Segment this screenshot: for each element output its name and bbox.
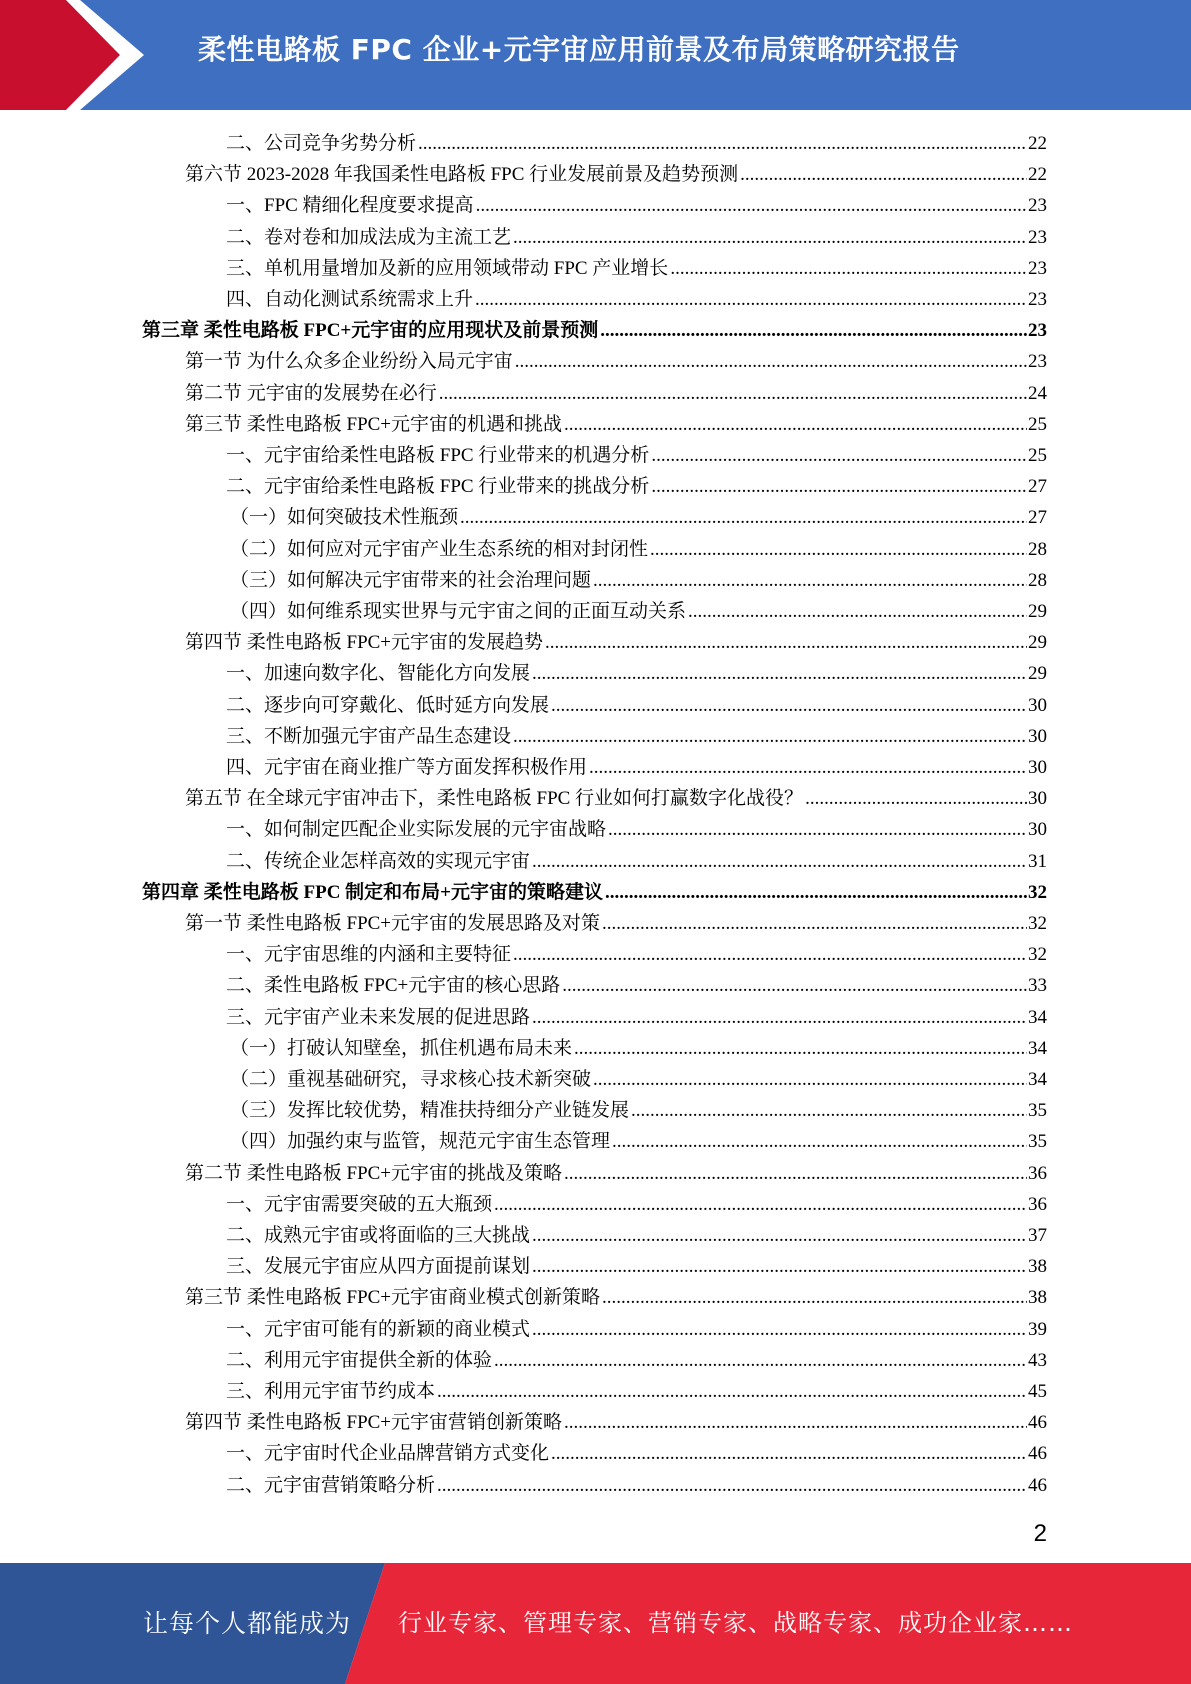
toc-entry[interactable] — [226, 1251, 1047, 1282]
toc-dot-leader — [532, 846, 1027, 877]
page-header — [0, 0, 1191, 110]
toc-dot-leader — [602, 1282, 1027, 1313]
toc-entry[interactable] — [230, 1064, 1047, 1095]
toc-entry[interactable] — [226, 814, 1047, 845]
toc-entry-title: 二、成熟元宇宙或将面临的三大挑战 — [226, 1225, 531, 1246]
toc-dot-leader — [513, 222, 1027, 253]
toc-dot-leader — [589, 752, 1027, 783]
toc-entry-page: 45 — [1028, 1381, 1047, 1402]
toc-dot-leader — [551, 1438, 1027, 1469]
toc-entry[interactable] — [226, 1376, 1047, 1407]
toc-entry-title: 二、元宇宙给柔性电路板 FPC 行业带来的挑战分析 — [226, 476, 650, 497]
toc-dot-leader — [605, 877, 1027, 908]
toc-entry[interactable] — [226, 253, 1047, 284]
toc-dot-leader — [439, 378, 1027, 409]
toc-entry-page: 25 — [1028, 414, 1047, 435]
toc-entry[interactable] — [226, 1189, 1047, 1220]
toc-entry-page: 23 — [1028, 258, 1047, 279]
toc-entry[interactable] — [226, 222, 1047, 253]
toc-entry[interactable] — [185, 409, 1047, 440]
toc-entry-title: （三）发挥比较优势，精准扶持细分产业链发展 — [230, 1100, 630, 1121]
toc-entry-title: 三、不断加强元宇宙产品生态建设 — [226, 726, 512, 747]
toc-dot-leader — [551, 690, 1027, 721]
toc-dot-leader — [688, 596, 1027, 627]
toc-entry-page: 32 — [1028, 913, 1047, 934]
toc-entry[interactable] — [226, 1438, 1047, 1469]
toc-dot-leader — [532, 1314, 1027, 1345]
toc-entry-page: 30 — [1028, 695, 1047, 716]
toc-dot-leader — [532, 658, 1027, 689]
page-number: 2 — [1033, 1520, 1047, 1547]
toc-dot-leader — [651, 471, 1027, 502]
toc-entry-page: 36 — [1028, 1194, 1047, 1215]
toc-dot-leader — [593, 565, 1027, 596]
toc-chapter-entry[interactable] — [142, 315, 1047, 346]
toc-dot-leader — [608, 814, 1027, 845]
page-footer — [0, 1563, 1191, 1684]
toc-entry-title: 第一节 柔性电路板 FPC+元宇宙的发展思路及对策 — [185, 913, 601, 934]
toc-entry-page: 23 — [1028, 320, 1047, 341]
toc-entry-page: 29 — [1028, 663, 1047, 684]
toc-entry[interactable] — [226, 128, 1047, 159]
toc-entry-page: 24 — [1028, 383, 1047, 404]
toc-dot-leader — [532, 1002, 1027, 1033]
toc-entry[interactable] — [226, 1345, 1047, 1376]
toc-entry-page: 34 — [1028, 1007, 1047, 1028]
toc-entry[interactable] — [185, 346, 1047, 377]
toc-entry-title: 二、逐步向可穿戴化、低时延方向发展 — [226, 695, 550, 716]
toc-entry-title: （二）重视基础研究，寻求核心技术新突破 — [230, 1069, 592, 1090]
header-arrow-decoration — [0, 0, 150, 110]
toc-entry-page: 23 — [1028, 289, 1047, 310]
toc-entry[interactable] — [230, 596, 1047, 627]
toc-entry-page: 36 — [1028, 1163, 1047, 1184]
toc-entry-title: 第三章 柔性电路板 FPC+元宇宙的应用现状及前景预测 — [142, 320, 599, 341]
toc-entry[interactable] — [226, 1220, 1047, 1251]
footer-slogan-right: 行业专家、管理专家、营销专家、战略专家、成功企业家…… — [398, 1609, 1073, 1637]
toc-entry[interactable] — [226, 721, 1047, 752]
toc-entry-title: 第五节 在全球元宇宙冲击下，柔性电路板 FPC 行业如何打赢数字化战役？ — [185, 788, 804, 809]
toc-entry-page: 28 — [1028, 570, 1047, 591]
toc-dot-leader — [475, 284, 1027, 315]
toc-entry-page: 30 — [1028, 726, 1047, 747]
toc-entry-title: 二、卷对卷和加成法成为主流工艺 — [226, 227, 512, 248]
toc-entry-title: 第二节 柔性电路板 FPC+元宇宙的挑战及策略 — [185, 1163, 563, 1184]
toc-entry-page: 30 — [1028, 757, 1047, 778]
toc-dot-leader — [593, 1064, 1027, 1095]
toc-entry-page: 32 — [1028, 882, 1047, 903]
toc-entry[interactable] — [226, 846, 1047, 877]
toc-entry[interactable] — [226, 752, 1047, 783]
toc-entry[interactable] — [185, 1158, 1047, 1189]
toc-entry[interactable] — [230, 1095, 1047, 1126]
toc-entry-page: 39 — [1028, 1319, 1047, 1340]
toc-entry-title: 一、元宇宙给柔性电路板 FPC 行业带来的机遇分析 — [226, 445, 650, 466]
toc-entry-title: 三、利用元宇宙节约成本 — [226, 1381, 436, 1402]
toc-entry[interactable] — [226, 658, 1047, 689]
toc-entry-title: 三、单机用量增加及新的应用领域带动 FPC 产业增长 — [226, 258, 669, 279]
toc-dot-leader — [494, 1345, 1027, 1376]
toc-entry[interactable] — [230, 1033, 1047, 1064]
toc-entry-title: 一、如何制定匹配企业实际发展的元宇宙战略 — [226, 819, 607, 840]
toc-entry-title: 第三节 柔性电路板 FPC+元宇宙的机遇和挑战 — [185, 414, 563, 435]
toc-dot-leader — [574, 1033, 1027, 1064]
toc-entry[interactable] — [226, 1314, 1047, 1345]
toc-entry-page: 29 — [1028, 632, 1047, 653]
toc-dot-leader — [612, 1126, 1027, 1157]
toc-dot-leader — [600, 315, 1027, 346]
toc-dot-leader — [532, 1220, 1027, 1251]
toc-chapter-entry[interactable] — [142, 877, 1047, 908]
toc-entry-title: 二、传统企业怎样高效的实现元宇宙 — [226, 851, 531, 872]
toc-entry-title: 第四章 柔性电路板 FPC 制定和布局+元宇宙的策略建议 — [142, 882, 604, 903]
toc-dot-leader — [670, 253, 1027, 284]
toc-entry-title: 第一节 为什么众多企业纷纷入局元宇宙 — [185, 351, 513, 372]
toc-entry-page: 28 — [1028, 539, 1047, 560]
toc-entry-title: 第六节 2023-2028 年我国柔性电路板 FPC 行业发展前景及趋势预测 — [185, 164, 739, 185]
toc-entry-page: 38 — [1028, 1287, 1047, 1308]
report-title: 柔性电路板 FPC 企业+元宇宙应用前景及布局策略研究报告 — [198, 33, 960, 66]
toc-entry-page: 23 — [1028, 227, 1047, 248]
toc-entry-title: 三、发展元宇宙应从四方面提前谋划 — [226, 1256, 531, 1277]
toc-entry-title: （一）如何突破技术性瓶颈 — [230, 507, 459, 528]
toc-dot-leader — [513, 721, 1027, 752]
toc-dot-leader — [513, 939, 1027, 970]
toc-entry[interactable] — [185, 159, 1047, 190]
toc-entry-title: 二、柔性电路板 FPC+元宇宙的核心思路 — [226, 975, 561, 996]
toc-entry-page: 30 — [1028, 819, 1047, 840]
toc-entry[interactable] — [226, 284, 1047, 315]
toc-entry-page: 31 — [1028, 851, 1047, 872]
footer-slogan-left: 让每个人都能成为 — [143, 1609, 352, 1638]
toc-entry-page: 29 — [1028, 601, 1047, 622]
toc-entry-title: 第四节 柔性电路板 FPC+元宇宙的发展趋势 — [185, 632, 544, 653]
toc-entry-title: 第四节 柔性电路板 FPC+元宇宙营销创新策略 — [185, 1412, 563, 1433]
toc-entry-title: 三、元宇宙产业未来发展的促进思路 — [226, 1007, 531, 1028]
toc-dot-leader — [631, 1095, 1027, 1126]
toc-entry-title: 第三节 柔性电路板 FPC+元宇宙商业模式创新策略 — [185, 1287, 601, 1308]
toc-entry-page: 37 — [1028, 1225, 1047, 1246]
toc-entry[interactable] — [230, 502, 1047, 533]
toc-entry[interactable] — [226, 440, 1047, 471]
toc-dot-leader — [564, 1407, 1027, 1438]
toc-dot-leader — [418, 128, 1027, 159]
toc-entry-title: （一）打破认知壁垒，抓住机遇布局未来 — [230, 1038, 573, 1059]
toc-entry-page: 27 — [1028, 507, 1047, 528]
toc-entry-page: 46 — [1028, 1412, 1047, 1433]
toc-entry-title: 一、元宇宙时代企业品牌营销方式变化 — [226, 1443, 550, 1464]
toc-dot-leader — [651, 440, 1027, 471]
toc-dot-leader — [437, 1376, 1027, 1407]
toc-dot-leader — [515, 346, 1027, 377]
toc-entry-page: 23 — [1028, 351, 1047, 372]
toc-entry-title: 四、元宇宙在商业推广等方面发挥积极作用 — [226, 757, 588, 778]
toc-dot-leader — [602, 908, 1027, 939]
toc-entry[interactable] — [226, 1470, 1047, 1501]
toc-dot-leader — [437, 1470, 1027, 1501]
toc-entry[interactable] — [185, 1407, 1047, 1438]
toc-dot-leader — [650, 534, 1027, 565]
toc-entry[interactable] — [226, 939, 1047, 970]
toc-entry[interactable] — [185, 1282, 1047, 1313]
toc-entry[interactable] — [185, 627, 1047, 658]
toc-entry[interactable] — [230, 1126, 1047, 1157]
toc-entry-title: 一、元宇宙需要突破的五大瓶颈 — [226, 1194, 493, 1215]
toc-dot-leader — [564, 1158, 1027, 1189]
toc-dot-leader — [564, 409, 1027, 440]
toc-entry-title: 第二节 元宇宙的发展势在必行 — [185, 383, 437, 404]
toc-entry[interactable] — [185, 908, 1047, 939]
toc-entry-title: 一、加速向数字化、智能化方向发展 — [226, 663, 531, 684]
toc-entry-page: 46 — [1028, 1475, 1047, 1496]
toc-entry-title: 二、元宇宙营销策略分析 — [226, 1475, 436, 1496]
toc-entry-page: 35 — [1028, 1100, 1047, 1121]
toc-dot-leader — [562, 970, 1027, 1001]
toc-entry-title: （四）加强约束与监管，规范元宇宙生态管理 — [230, 1131, 611, 1152]
toc-dot-leader — [740, 159, 1027, 190]
toc-entry[interactable] — [185, 378, 1047, 409]
toc-entry[interactable] — [185, 783, 1047, 814]
toc-entry-page: 30 — [1028, 788, 1047, 809]
toc-entry[interactable] — [230, 565, 1047, 596]
toc-dot-leader — [532, 1251, 1027, 1282]
toc-entry[interactable] — [226, 690, 1047, 721]
toc-entry-page: 25 — [1028, 445, 1047, 466]
toc-entry-title: 一、FPC 精细化程度要求提高 — [226, 195, 474, 216]
toc-entry-page: 43 — [1028, 1350, 1047, 1371]
toc-dot-leader — [460, 502, 1027, 533]
toc-entry-page: 27 — [1028, 476, 1047, 497]
toc-entry-title: 一、元宇宙可能有的新颖的商业模式 — [226, 1319, 531, 1340]
toc-dot-leader — [545, 627, 1027, 658]
toc-entry-page: 34 — [1028, 1038, 1047, 1059]
toc-entry-title: （四）如何维系现实世界与元宇宙之间的正面互动关系 — [230, 601, 687, 622]
toc-entry-page: 23 — [1028, 195, 1047, 216]
toc-entry[interactable] — [226, 1002, 1047, 1033]
toc-entry-title: 一、元宇宙思维的内涵和主要特征 — [226, 944, 512, 965]
toc-dot-leader — [494, 1189, 1027, 1220]
toc-entry-title: （二）如何应对元宇宙产业生态系统的相对封闭性 — [230, 539, 649, 560]
toc-dot-leader — [805, 783, 1027, 814]
toc-entry-title: （三）如何解决元宇宙带来的社会治理问题 — [230, 570, 592, 591]
toc-entry[interactable] — [226, 970, 1047, 1001]
toc-entry[interactable] — [226, 471, 1047, 502]
toc-entry[interactable] — [230, 534, 1047, 565]
toc-entry-page: 34 — [1028, 1069, 1047, 1090]
toc-entry-page: 32 — [1028, 944, 1047, 965]
toc-entry-title: 二、利用元宇宙提供全新的体验 — [226, 1350, 493, 1371]
toc-entry-page: 35 — [1028, 1131, 1047, 1152]
toc-entry-title: 二、公司竞争劣势分析 — [226, 133, 417, 154]
toc-entry-page: 46 — [1028, 1443, 1047, 1464]
toc-entry-page: 38 — [1028, 1256, 1047, 1277]
toc-dot-leader — [476, 190, 1027, 221]
toc-entry-page: 33 — [1028, 975, 1047, 996]
toc-entry-page: 22 — [1028, 164, 1047, 185]
toc-entry[interactable] — [226, 190, 1047, 221]
toc-entry-title: 四、自动化测试系统需求上升 — [226, 289, 474, 310]
toc-entry-page: 22 — [1028, 133, 1047, 154]
